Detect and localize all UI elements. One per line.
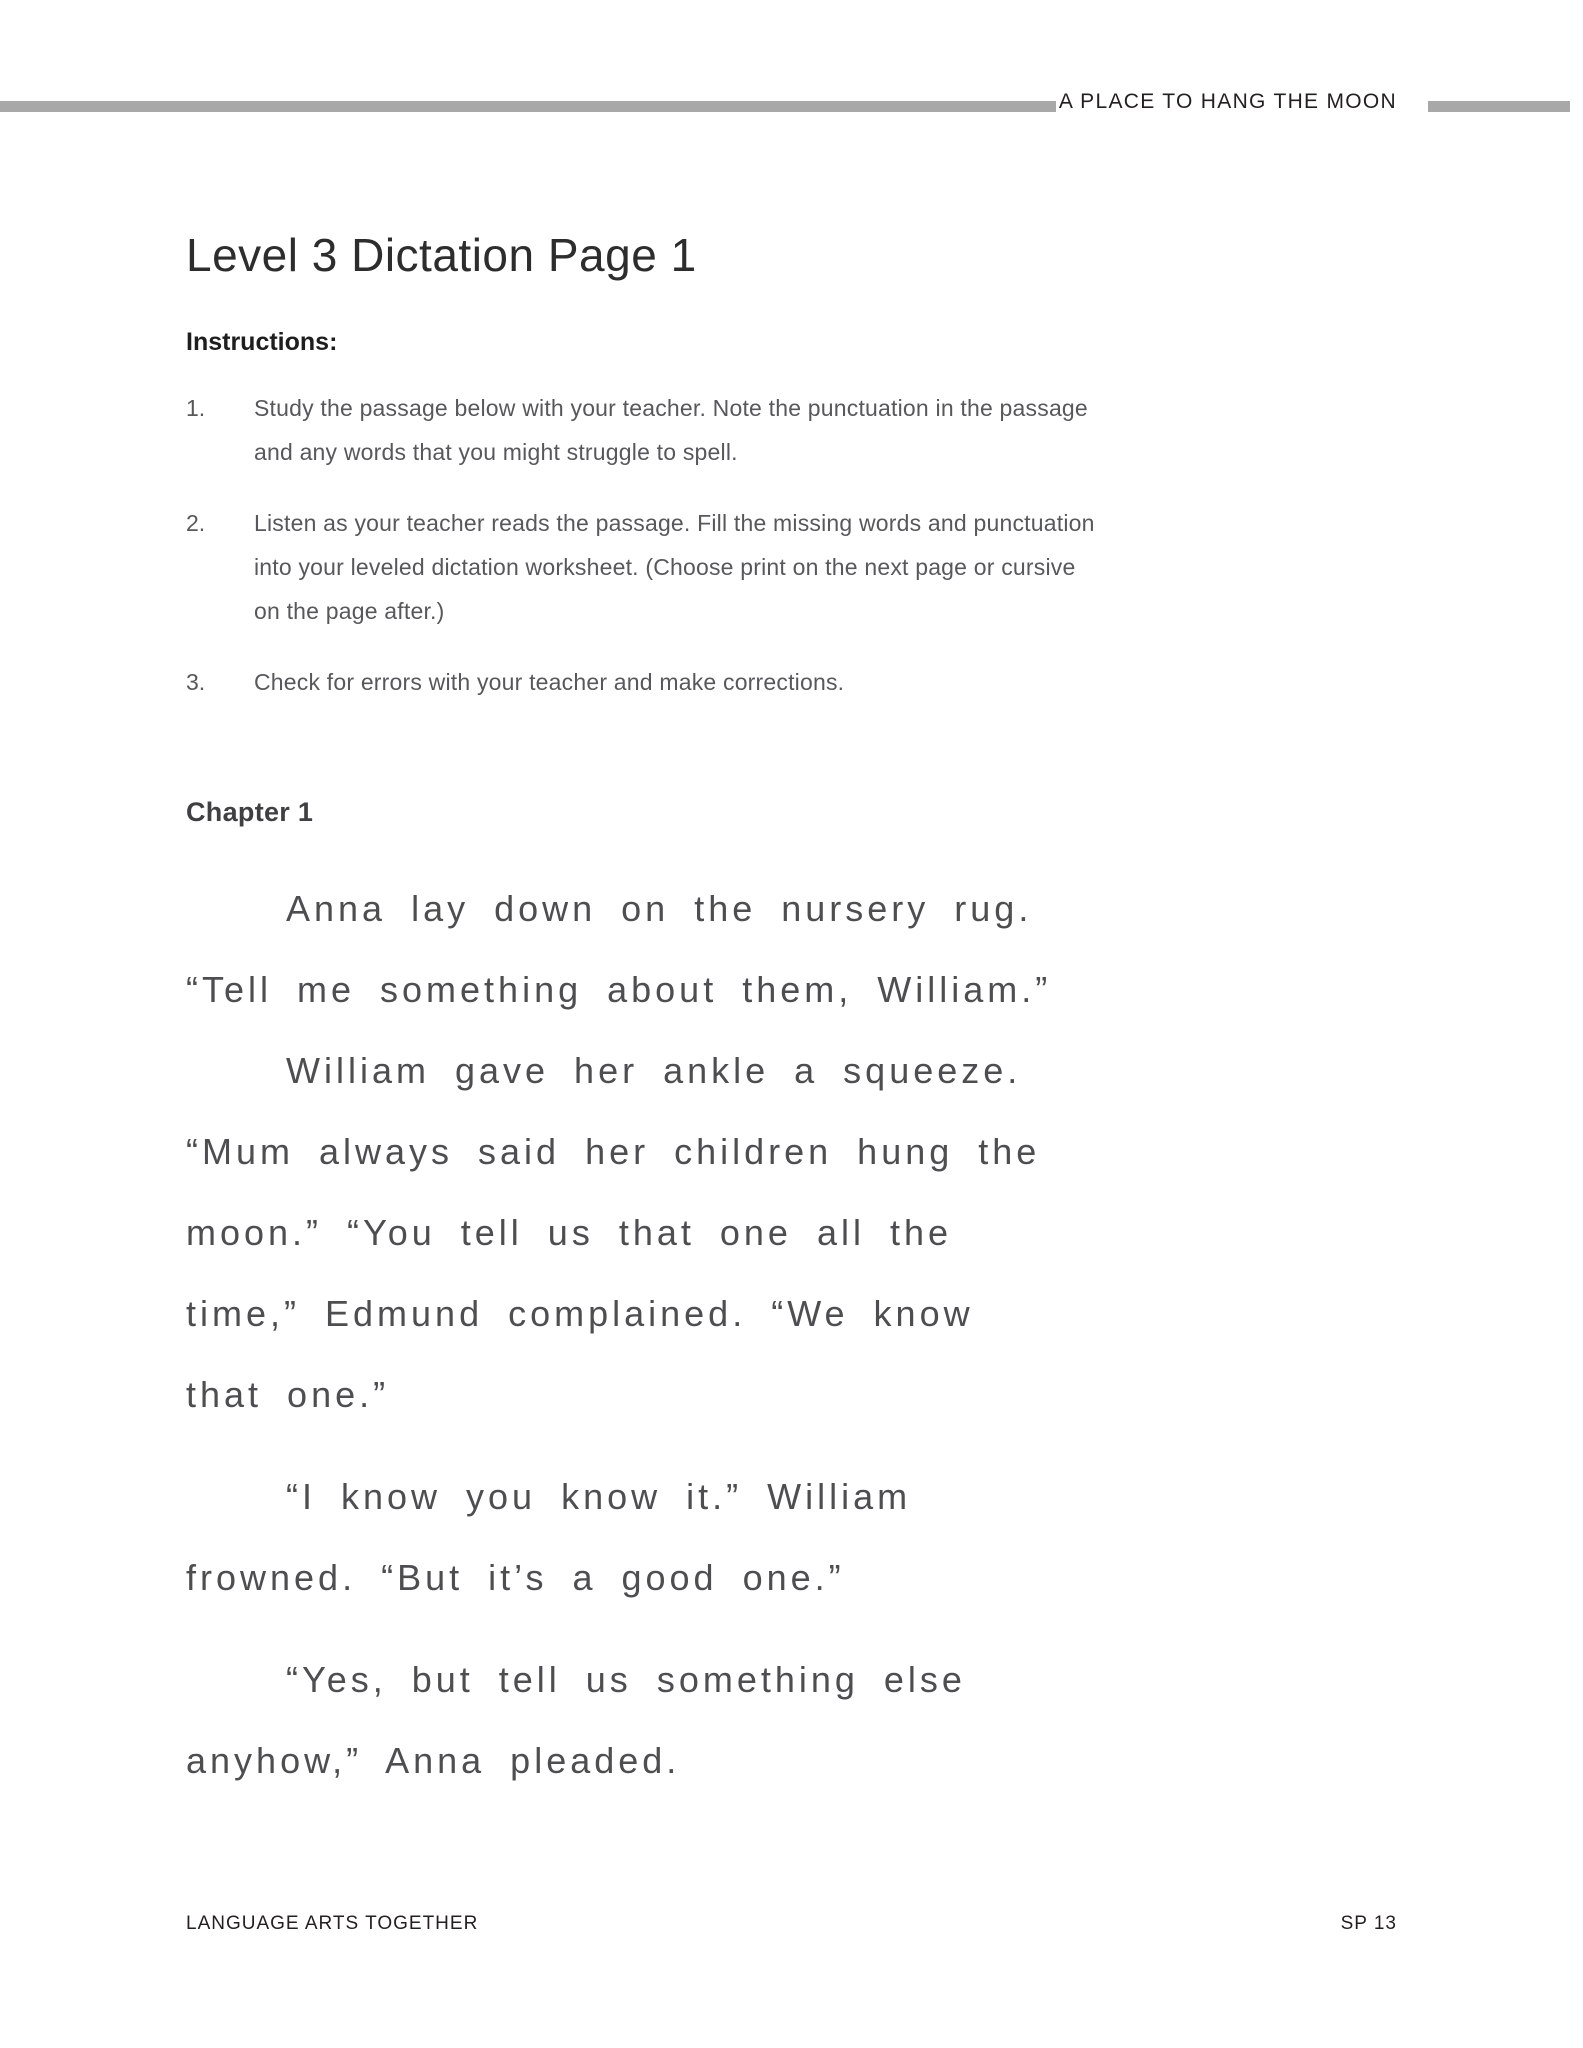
instruction-item (186, 660, 1095, 704)
instructions-label: Instructions: (186, 328, 338, 356)
instruction-item (186, 501, 1095, 633)
passage-line: William gave her ankle a squeeze. (286, 1050, 1022, 1091)
passage-paragraph (186, 1030, 1051, 1435)
header-rule-left (0, 101, 1056, 112)
page-title: Level 3 Dictation Page 1 (186, 228, 697, 281)
footer-page-number: SP 13 (1340, 1913, 1397, 1934)
passage-paragraph (186, 1456, 1051, 1618)
passage-line: “Mum always said her children hung the (186, 1131, 1041, 1172)
chapter-heading: Chapter 1 (186, 797, 314, 827)
instruction-line: into your leveled dictation worksheet. (Choose print on the next page or cursive (254, 554, 1076, 580)
dictation-passage (186, 868, 1051, 1801)
instruction-line: Listen as your teacher reads the passage. Fill the missing words and punctuation (254, 510, 1095, 536)
passage-line: that one.” (186, 1374, 390, 1415)
instruction-line: Check for errors with your teacher and make corrections. (254, 669, 845, 695)
passage-line: “Yes, but tell us something else (286, 1659, 966, 1700)
passage-line: Anna lay down on the nursery rug. (286, 888, 1033, 929)
instruction-line: on the page after.) (254, 598, 445, 624)
passage-line: “I know you know it.” William (286, 1476, 912, 1517)
instruction-text (254, 501, 1095, 633)
instruction-line: and any words that you might struggle to spell. (254, 439, 738, 465)
passage-paragraph (186, 868, 1051, 1030)
passage-line: frowned. “But it’s a good one.” (186, 1557, 845, 1598)
header-rule-right (1428, 101, 1570, 112)
passage-line: time,” Edmund complained. “We know (186, 1293, 974, 1334)
footer-brand: LANGUAGE ARTS TOGETHER (186, 1913, 479, 1934)
instruction-line: Study the passage below with your teacher. Note the punctuation in the passage (254, 395, 1088, 421)
passage-line: anyhow,” Anna pleaded. (186, 1740, 681, 1781)
book-header-title: A PLACE TO HANG THE MOON (1058, 90, 1397, 113)
instruction-number: 2. (186, 510, 206, 536)
passage-line: moon.” “You tell us that one all the (186, 1212, 953, 1253)
instruction-number: 1. (186, 395, 206, 421)
passage-line: “Tell me something about them, William.” (186, 969, 1052, 1010)
instruction-number: 3. (186, 669, 206, 695)
instructions-list (186, 386, 1095, 731)
instruction-text (254, 660, 844, 704)
instruction-text (254, 386, 1088, 474)
instruction-item (186, 386, 1095, 474)
passage-paragraph (186, 1639, 1051, 1801)
